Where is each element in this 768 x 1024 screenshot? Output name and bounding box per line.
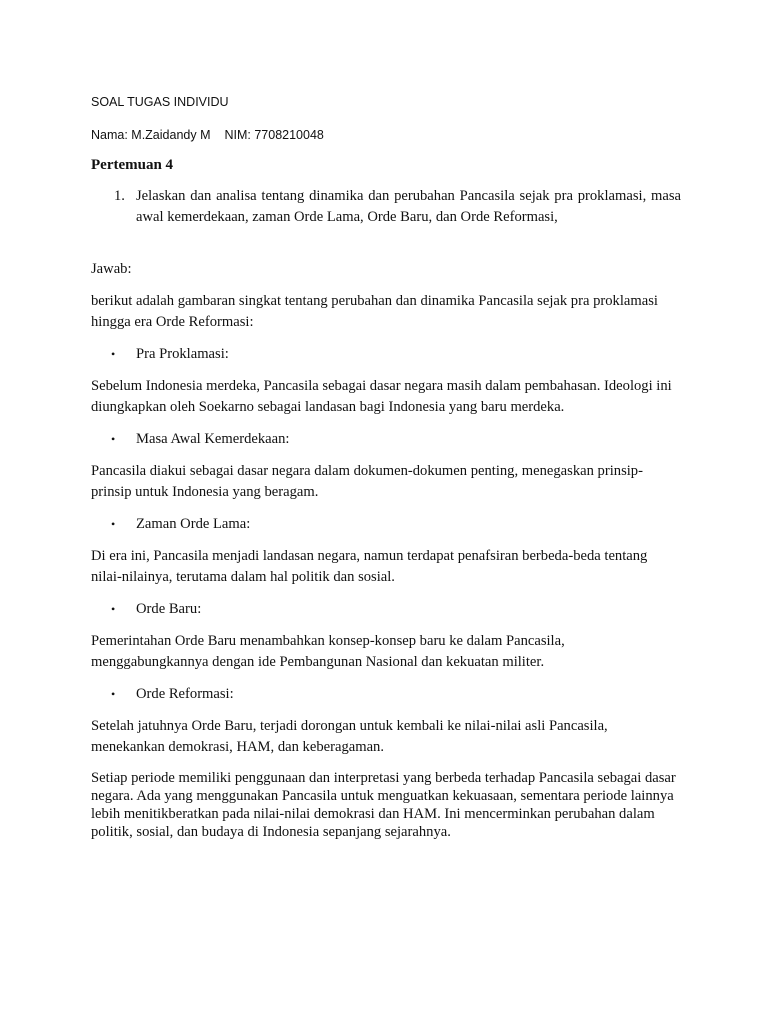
section-heading-text: Orde Reformasi: — [136, 686, 234, 702]
section-heading-orde-baru — [91, 599, 681, 620]
section-paragraph-orde-baru: Pemerintahan Orde Baru menambahkan konsep-konsep baru ke dalam Pancasila, menggabungkannya dengan ide Pembangunan Nasional dan kekuatan militer. — [91, 633, 565, 670]
document-body — [91, 94, 681, 841]
section-heading-orde-reformasi — [91, 684, 681, 705]
section-heading-orde-lama — [91, 514, 681, 535]
section-paragraph-orde-lama: Di era ini, Pancasila menjadi landasan negara, namun terdapat penafsiran berbeda-beda tentang nilai-nilainya, terutama dalam hal politik dan sosial. — [91, 548, 648, 585]
student-name: Nama: M.Zaidandy M — [91, 128, 211, 142]
section-paragraph-pra-proklamasi: Sebelum Indonesia merdeka, Pancasila sebagai dasar negara masih dalam pembahasan. Ideologi ini diungkapkan oleh Soekarno sebagai landasan bagi Indonesia yang baru merdeka. — [91, 378, 672, 415]
intro-paragraph: berikut adalah gambaran singkat tentang perubahan dan dinamika Pancasila sejak pra proklamasi hingga era Orde Reformasi: — [91, 293, 658, 330]
section-heading-text: Masa Awal Kemerdekaan: — [136, 431, 290, 447]
section-paragraph-masa-awal-kemerdekaan: Pancasila diakui sebagai dasar negara dalam dokumen-dokumen penting, menegaskan prinsip-prinsip untuk Indonesia yang beragam. — [91, 463, 643, 500]
bullet-icon: • — [111, 602, 116, 616]
bullet-icon: • — [111, 687, 116, 701]
closing-paragraph: Setiap periode memiliki penggunaan dan interpretasi yang berbeda terhadap Pancasila sebagai dasar negara. Ada yang menggunakan Pancasila untuk menguatkan kekuasaan, sementara periode lainnya lebih menitikberatkan pada nilai-nilai demokrasi dan HAM. Ini mencerminkan perubahan dalam politik, sosial, dan budaya di Indonesia sepanjang sejarahnya. — [91, 770, 676, 840]
question-text: Jelaskan dan analisa tentang dinamika dan perubahan Pancasila sejak pra proklamasi, masa awal kemerdekaan, zaman Orde Lama, Orde Baru, dan Orde Reformasi, — [136, 188, 681, 225]
document-title: SOAL TUGAS INDIVIDU — [91, 95, 229, 109]
section-heading-pra-proklamasi — [91, 344, 681, 365]
bullet-icon: • — [111, 517, 116, 531]
student-info — [91, 127, 681, 143]
student-nim: NIM: 7708210048 — [224, 128, 324, 142]
section-paragraph-orde-reformasi: Setelah jatuhnya Orde Baru, terjadi dorongan untuk kembali ke nilai-nilai asli Pancasila, menekankan demokrasi, HAM, dan keberagaman. — [91, 718, 608, 755]
section-heading-text: Pra Proklamasi: — [136, 346, 229, 362]
section-heading-text: Zaman Orde Lama: — [136, 516, 251, 532]
question-item — [91, 186, 681, 228]
section-heading-text: Orde Baru: — [136, 601, 202, 617]
answer-label: Jawab: — [91, 261, 132, 277]
bullet-icon: • — [111, 347, 116, 361]
question-number: 1. — [114, 188, 125, 204]
meeting-heading: Pertemuan 4 — [91, 157, 174, 173]
section-heading-masa-awal-kemerdekaan — [91, 429, 681, 450]
bullet-icon: • — [111, 432, 116, 446]
